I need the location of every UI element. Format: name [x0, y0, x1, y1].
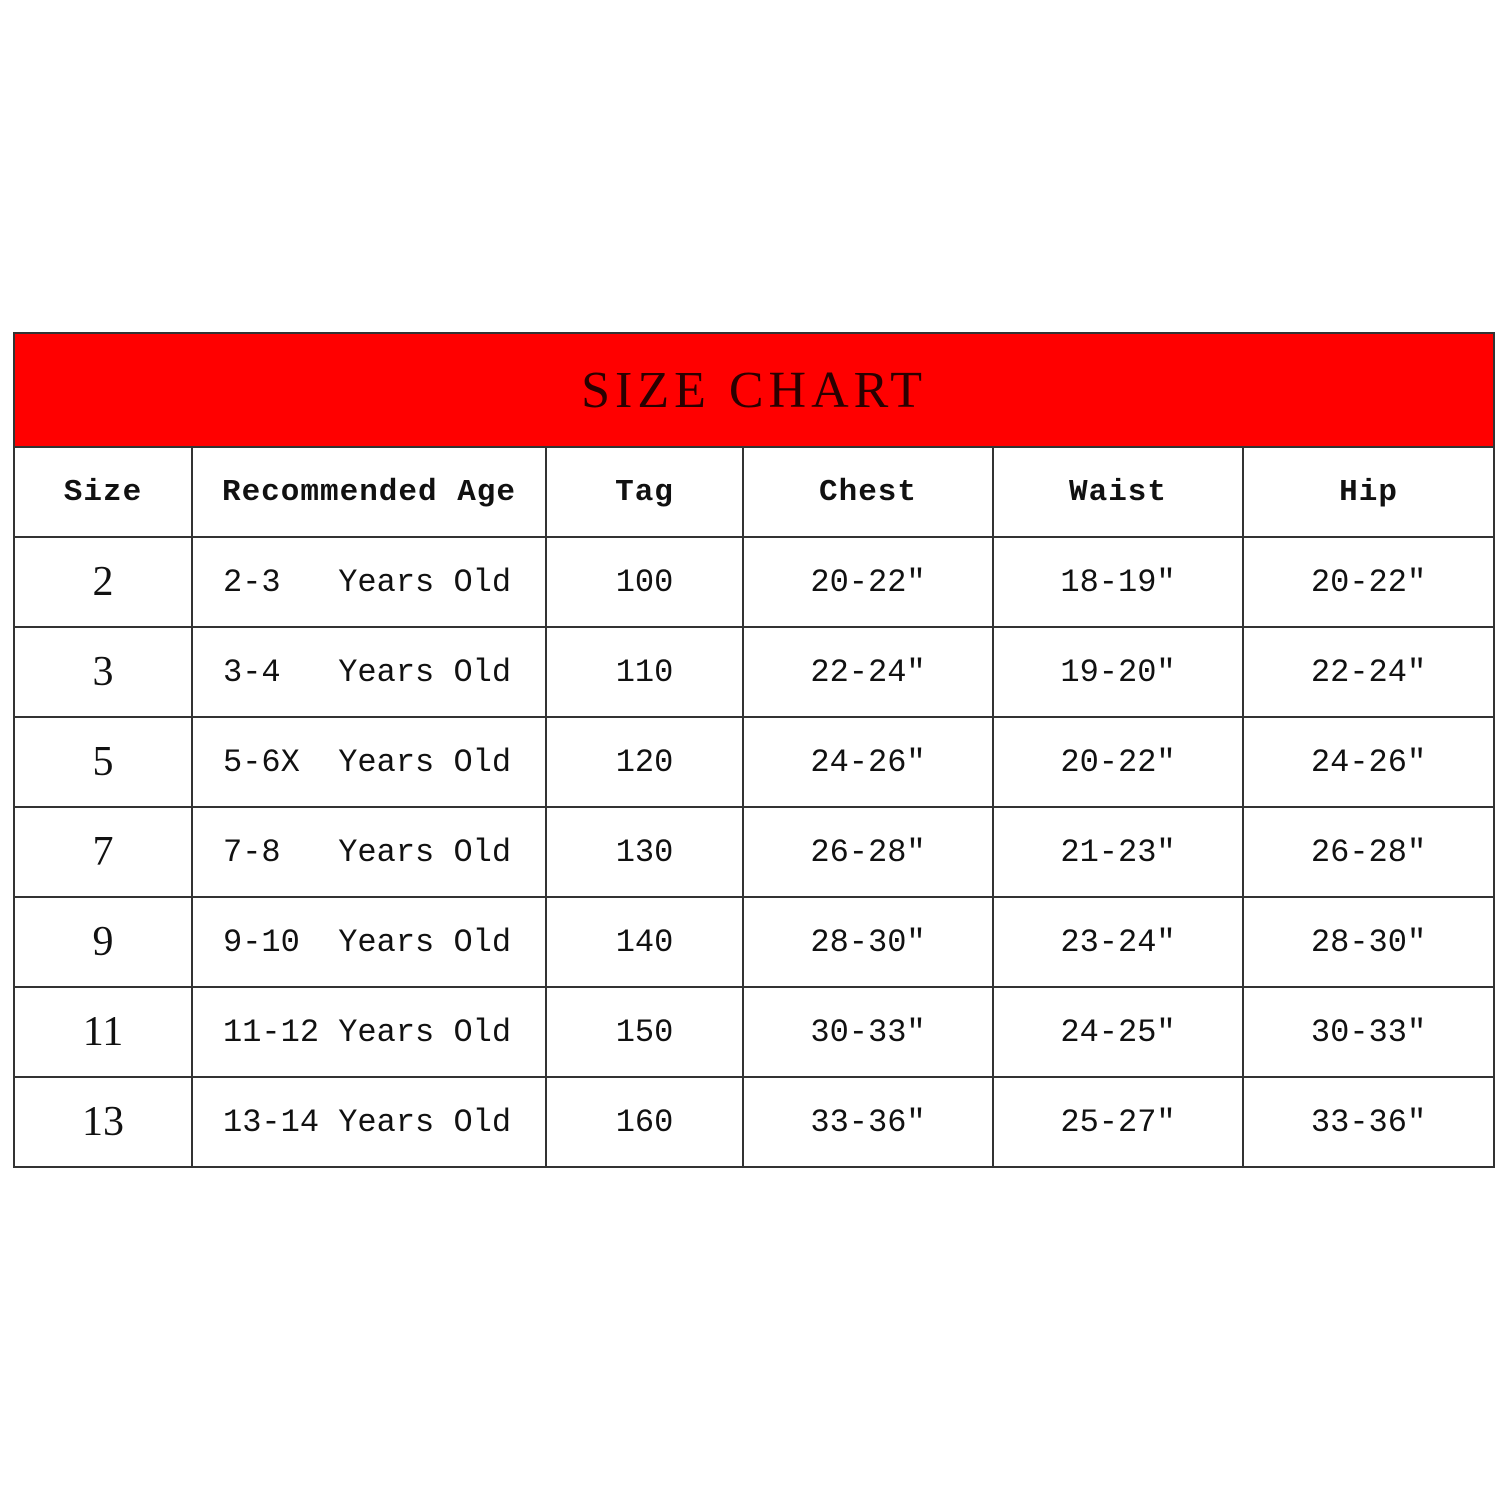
hip-cell: 20-22″ [1243, 537, 1494, 627]
age-cell: 9-10 Years Old [192, 897, 546, 987]
age-cell: 13-14 Years Old [192, 1077, 546, 1167]
waist-cell: 20-22″ [993, 717, 1243, 807]
table-row [14, 537, 1494, 627]
hip-cell: 26-28″ [1243, 807, 1494, 897]
size-cell: 13 [14, 1077, 192, 1167]
tag-cell: 100 [546, 537, 743, 627]
size-chart-title: SIZE CHART [14, 333, 1494, 447]
hip-cell: 24-26″ [1243, 717, 1494, 807]
header-recommended-age: Recommended Age [192, 447, 546, 537]
chest-cell: 33-36″ [743, 1077, 993, 1167]
tag-cell: 120 [546, 717, 743, 807]
chest-cell: 30-33″ [743, 987, 993, 1077]
title-row [14, 333, 1494, 447]
table-row [14, 717, 1494, 807]
hip-cell: 28-30″ [1243, 897, 1494, 987]
age-cell: 11-12 Years Old [192, 987, 546, 1077]
hip-cell: 22-24″ [1243, 627, 1494, 717]
table-row [14, 1077, 1494, 1167]
waist-cell: 23-24″ [993, 897, 1243, 987]
header-chest: Chest [743, 447, 993, 537]
age-cell: 3-4 Years Old [192, 627, 546, 717]
size-cell: 2 [14, 537, 192, 627]
size-chart-table [13, 332, 1495, 1168]
waist-cell: 24-25″ [993, 987, 1243, 1077]
header-size: Size [14, 447, 192, 537]
chest-cell: 22-24″ [743, 627, 993, 717]
header-hip: Hip [1243, 447, 1494, 537]
tag-cell: 140 [546, 897, 743, 987]
waist-cell: 19-20″ [993, 627, 1243, 717]
waist-cell: 21-23″ [993, 807, 1243, 897]
age-cell: 5-6X Years Old [192, 717, 546, 807]
size-cell: 3 [14, 627, 192, 717]
hip-cell: 30-33″ [1243, 987, 1494, 1077]
age-cell: 7-8 Years Old [192, 807, 546, 897]
table-row [14, 897, 1494, 987]
table-row [14, 807, 1494, 897]
tag-cell: 150 [546, 987, 743, 1077]
table-row [14, 627, 1494, 717]
header-tag: Tag [546, 447, 743, 537]
size-cell: 7 [14, 807, 192, 897]
tag-cell: 160 [546, 1077, 743, 1167]
chest-cell: 28-30″ [743, 897, 993, 987]
size-cell: 11 [14, 987, 192, 1077]
tag-cell: 110 [546, 627, 743, 717]
size-cell: 5 [14, 717, 192, 807]
chest-cell: 20-22″ [743, 537, 993, 627]
header-row [14, 447, 1494, 537]
waist-cell: 18-19″ [993, 537, 1243, 627]
tag-cell: 130 [546, 807, 743, 897]
age-cell: 2-3 Years Old [192, 537, 546, 627]
header-waist: Waist [993, 447, 1243, 537]
hip-cell: 33-36″ [1243, 1077, 1494, 1167]
chest-cell: 24-26″ [743, 717, 993, 807]
chest-cell: 26-28″ [743, 807, 993, 897]
waist-cell: 25-27″ [993, 1077, 1243, 1167]
size-cell: 9 [14, 897, 192, 987]
table-row [14, 987, 1494, 1077]
